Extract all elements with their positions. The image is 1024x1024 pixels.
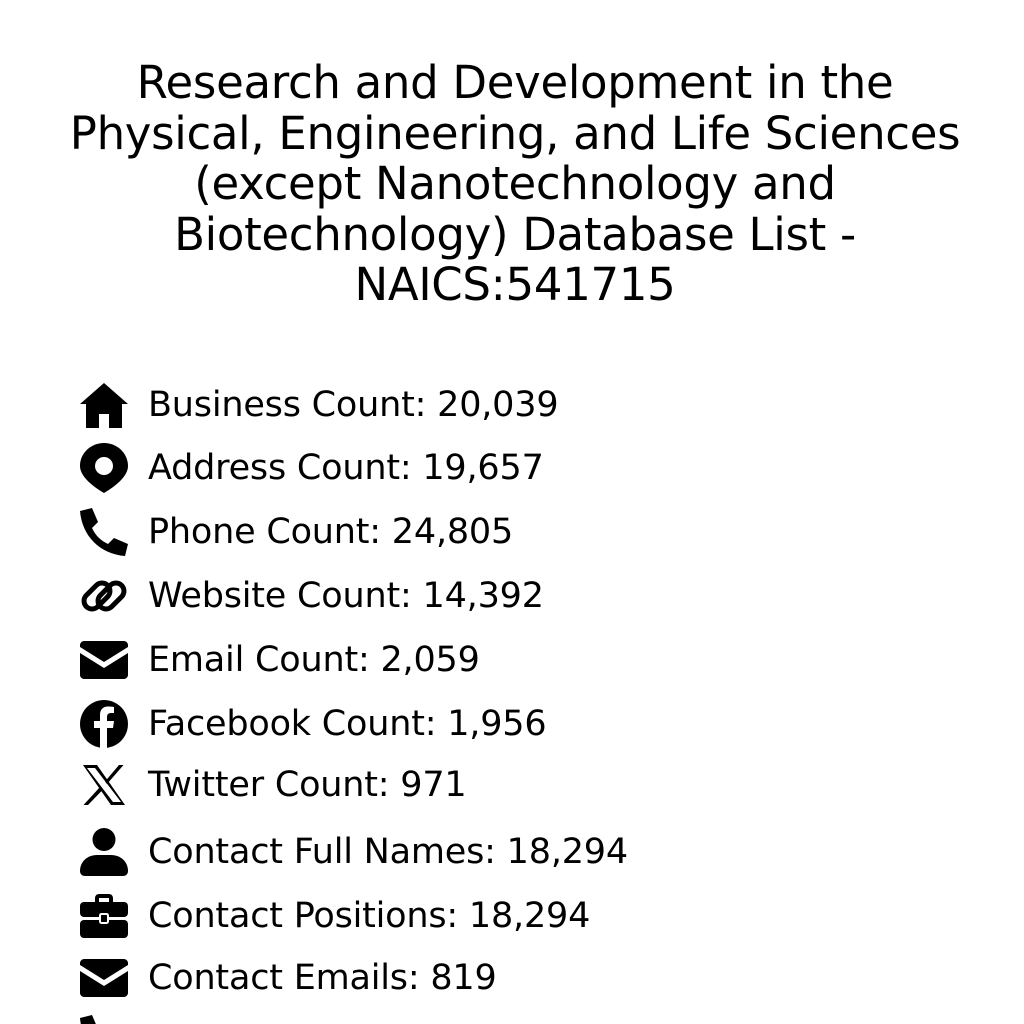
stat-next-item-partial xyxy=(80,1014,128,1024)
briefcase-icon xyxy=(80,892,128,940)
title-line: Research and Development in the xyxy=(136,56,894,109)
stat-label: Twitter Count: 971 xyxy=(148,765,467,805)
stat-label: Phone Count: 24,805 xyxy=(148,512,514,552)
home-icon xyxy=(80,381,128,429)
stat-contact-positions xyxy=(80,891,590,941)
link-icon xyxy=(80,572,128,620)
stat-label: Website Count: 14,392 xyxy=(148,576,544,616)
stat-label: Address Count: 19,657 xyxy=(148,448,544,488)
stat-label: Contact Full Names: 18,294 xyxy=(148,832,628,872)
stat-address-count xyxy=(80,443,544,493)
stat-label: Business Count: 20,039 xyxy=(148,385,559,425)
stat-label: Contact Emails: 819 xyxy=(148,958,497,998)
stat-label: Email Count: 2,059 xyxy=(148,640,480,680)
stat-label: Contact Positions: 18,294 xyxy=(148,896,591,936)
x-twitter-icon xyxy=(80,761,128,809)
stat-facebook-count xyxy=(80,699,546,749)
title-line: Physical, Engineering, and Life Sciences xyxy=(69,106,961,160)
stat-contact-emails xyxy=(80,953,497,1003)
envelope-icon xyxy=(80,954,128,1002)
title-line: Biotechnology) Database List - xyxy=(174,207,856,261)
phone-icon xyxy=(80,508,128,556)
stat-website-count xyxy=(80,571,544,621)
user-icon xyxy=(80,828,128,876)
stat-label: Facebook Count: 1,956 xyxy=(148,704,547,744)
stat-email-count xyxy=(80,635,480,685)
stat-twitter-count xyxy=(80,760,467,810)
phone-icon xyxy=(80,1015,128,1024)
stat-business-count xyxy=(80,380,558,430)
title-line: NAICS:541715 xyxy=(354,258,676,311)
envelope-icon xyxy=(80,636,128,684)
stat-contact-full-names xyxy=(80,827,628,877)
title-line: (except Nanotechnology and xyxy=(194,157,836,210)
map-pin-icon xyxy=(80,444,128,492)
facebook-icon xyxy=(80,700,128,748)
stat-phone-count xyxy=(80,507,513,557)
